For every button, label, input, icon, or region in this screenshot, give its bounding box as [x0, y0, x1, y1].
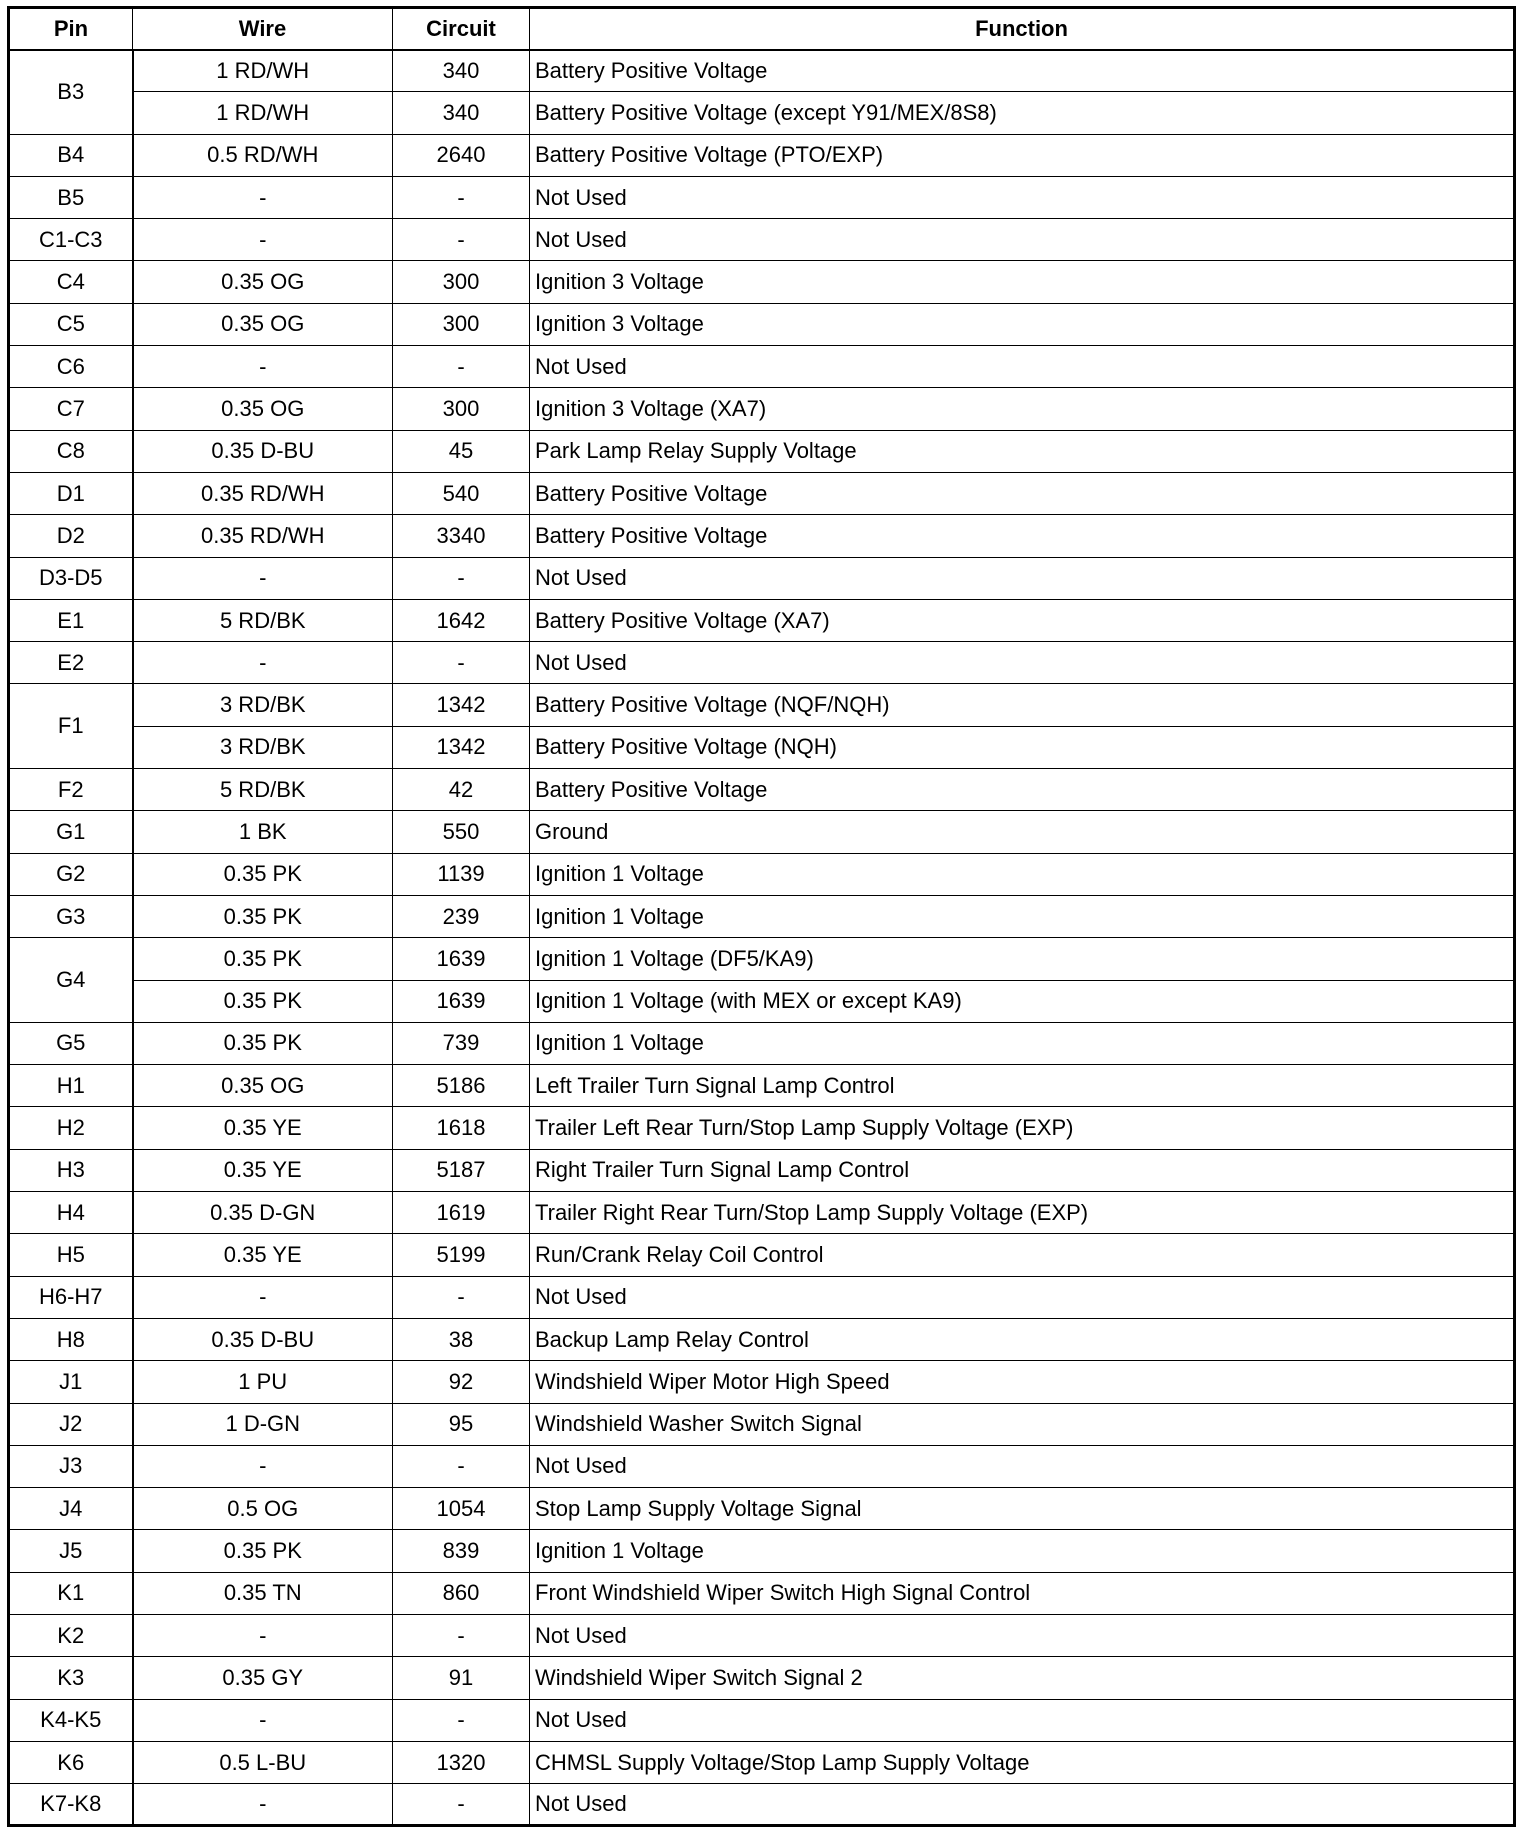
circuit-cell: -	[393, 557, 530, 599]
pin-cell: C4	[9, 261, 133, 303]
function-cell: Trailer Left Rear Turn/Stop Lamp Supply Voltage (EXP)	[530, 1107, 1515, 1149]
table-row	[9, 176, 1515, 218]
table-row	[9, 1192, 1515, 1234]
pin-cell: E1	[9, 599, 133, 641]
circuit-cell: 860	[393, 1572, 530, 1614]
pin-cell: G3	[9, 895, 133, 937]
pin-cell: K1	[9, 1572, 133, 1614]
circuit-cell: 1320	[393, 1741, 530, 1783]
wire-cell: 0.35 YE	[133, 1234, 393, 1276]
table-row	[9, 50, 1515, 92]
wire-cell: 0.35 PK	[133, 980, 393, 1022]
pin-cell: J3	[9, 1445, 133, 1487]
pin-cell: C5	[9, 303, 133, 345]
circuit-cell: 839	[393, 1530, 530, 1572]
circuit-cell: 38	[393, 1318, 530, 1360]
wire-cell: 0.35 RD/WH	[133, 472, 393, 514]
pin-cell: J2	[9, 1403, 133, 1445]
pin-cell: D3-D5	[9, 557, 133, 599]
table-row	[9, 1784, 1515, 1826]
table-row	[9, 599, 1515, 641]
circuit-cell: 300	[393, 261, 530, 303]
table-row	[9, 346, 1515, 388]
pin-cell: D1	[9, 472, 133, 514]
function-cell: Ignition 3 Voltage	[530, 303, 1515, 345]
wire-cell: 0.5 OG	[133, 1488, 393, 1530]
circuit-cell: 1342	[393, 726, 530, 768]
wire-cell: 0.35 TN	[133, 1572, 393, 1614]
table-row	[9, 1572, 1515, 1614]
table-row	[9, 1065, 1515, 1107]
wire-cell: 0.35 OG	[133, 1065, 393, 1107]
table-header	[9, 8, 1515, 50]
connector-pinout-table	[7, 6, 1516, 1827]
function-cell: Battery Positive Voltage	[530, 769, 1515, 811]
table-row	[9, 938, 1515, 980]
pin-cell: K3	[9, 1657, 133, 1699]
circuit-cell: 5199	[393, 1234, 530, 1276]
wire-cell: 0.35 PK	[133, 853, 393, 895]
table-row	[9, 472, 1515, 514]
function-cell: Battery Positive Voltage	[530, 515, 1515, 557]
function-cell: Battery Positive Voltage	[530, 50, 1515, 92]
table-row	[9, 261, 1515, 303]
pin-cell: K6	[9, 1741, 133, 1783]
function-cell: Trailer Right Rear Turn/Stop Lamp Supply Voltage (EXP)	[530, 1192, 1515, 1234]
table-row	[9, 92, 1515, 134]
table-row	[9, 1276, 1515, 1318]
circuit-cell: -	[393, 642, 530, 684]
wire-cell: -	[133, 1699, 393, 1741]
pin-cell: B3	[9, 50, 133, 135]
circuit-cell: 3340	[393, 515, 530, 557]
pin-cell: H3	[9, 1149, 133, 1191]
wire-cell: 0.35 D-BU	[133, 1318, 393, 1360]
function-cell: Not Used	[530, 1784, 1515, 1826]
circuit-cell: 1639	[393, 980, 530, 1022]
pin-cell: G1	[9, 811, 133, 853]
table-row	[9, 388, 1515, 430]
function-cell: Ignition 3 Voltage	[530, 261, 1515, 303]
circuit-cell: 1054	[393, 1488, 530, 1530]
wire-cell: 0.35 PK	[133, 938, 393, 980]
pin-cell: K7-K8	[9, 1784, 133, 1826]
circuit-cell: 340	[393, 92, 530, 134]
wire-cell: 0.35 D-BU	[133, 430, 393, 472]
circuit-cell: 1619	[393, 1192, 530, 1234]
function-cell: Ground	[530, 811, 1515, 853]
table-row	[9, 684, 1515, 726]
pin-cell: K2	[9, 1614, 133, 1656]
pin-cell: B4	[9, 134, 133, 176]
wire-cell: -	[133, 642, 393, 684]
function-cell: Battery Positive Voltage (NQH)	[530, 726, 1515, 768]
circuit-cell: -	[393, 1614, 530, 1656]
pin-cell: G4	[9, 938, 133, 1023]
function-cell: Ignition 1 Voltage (DF5/KA9)	[530, 938, 1515, 980]
function-cell: Not Used	[530, 1614, 1515, 1656]
circuit-cell: 300	[393, 303, 530, 345]
circuit-cell: 1639	[393, 938, 530, 980]
circuit-cell: 1642	[393, 599, 530, 641]
wire-cell: -	[133, 346, 393, 388]
circuit-cell: 1139	[393, 853, 530, 895]
wire-cell: -	[133, 219, 393, 261]
table-row	[9, 219, 1515, 261]
table-row	[9, 515, 1515, 557]
function-cell: Battery Positive Voltage (NQF/NQH)	[530, 684, 1515, 726]
wire-cell: 0.35 OG	[133, 388, 393, 430]
pin-cell: F1	[9, 684, 133, 769]
wire-cell: 3 RD/BK	[133, 684, 393, 726]
circuit-cell: 2640	[393, 134, 530, 176]
circuit-cell: 42	[393, 769, 530, 811]
table-row	[9, 1657, 1515, 1699]
function-cell: Not Used	[530, 219, 1515, 261]
function-cell: Left Trailer Turn Signal Lamp Control	[530, 1065, 1515, 1107]
circuit-cell: 91	[393, 1657, 530, 1699]
function-cell: Battery Positive Voltage (except Y91/MEX/8S8)	[530, 92, 1515, 134]
circuit-cell: 5186	[393, 1065, 530, 1107]
header-circuit: Circuit	[393, 8, 530, 50]
table-row	[9, 1614, 1515, 1656]
table-row	[9, 303, 1515, 345]
pin-cell: J1	[9, 1361, 133, 1403]
table-row	[9, 430, 1515, 472]
function-cell: Battery Positive Voltage (PTO/EXP)	[530, 134, 1515, 176]
function-cell: Ignition 1 Voltage (with MEX or except KA9)	[530, 980, 1515, 1022]
table-row	[9, 1699, 1515, 1741]
circuit-cell: -	[393, 1445, 530, 1487]
wire-cell: 3 RD/BK	[133, 726, 393, 768]
circuit-cell: -	[393, 1276, 530, 1318]
pin-cell: B5	[9, 176, 133, 218]
table-row	[9, 769, 1515, 811]
circuit-cell: 5187	[393, 1149, 530, 1191]
wire-cell: 0.35 OG	[133, 261, 393, 303]
function-cell: Battery Positive Voltage	[530, 472, 1515, 514]
circuit-cell: -	[393, 219, 530, 261]
function-cell: Ignition 1 Voltage	[530, 895, 1515, 937]
wire-cell: 0.35 PK	[133, 895, 393, 937]
header-pin: Pin	[9, 8, 133, 50]
pin-cell: G2	[9, 853, 133, 895]
pin-cell: C8	[9, 430, 133, 472]
circuit-cell: 1618	[393, 1107, 530, 1149]
wire-cell: 0.35 PK	[133, 1530, 393, 1572]
pin-cell: H4	[9, 1192, 133, 1234]
function-cell: Not Used	[530, 346, 1515, 388]
circuit-cell: -	[393, 1699, 530, 1741]
pin-cell: D2	[9, 515, 133, 557]
header-function: Function	[530, 8, 1515, 50]
circuit-cell: 239	[393, 895, 530, 937]
pin-cell: H6-H7	[9, 1276, 133, 1318]
function-cell: Windshield Wiper Motor High Speed	[530, 1361, 1515, 1403]
pin-cell: F2	[9, 769, 133, 811]
pin-cell: K4-K5	[9, 1699, 133, 1741]
function-cell: Not Used	[530, 176, 1515, 218]
function-cell: Battery Positive Voltage (XA7)	[530, 599, 1515, 641]
function-cell: Run/Crank Relay Coil Control	[530, 1234, 1515, 1276]
table-row	[9, 1488, 1515, 1530]
function-cell: Windshield Wiper Switch Signal 2	[530, 1657, 1515, 1699]
wire-cell: -	[133, 1276, 393, 1318]
pin-cell: G5	[9, 1022, 133, 1064]
circuit-cell: 739	[393, 1022, 530, 1064]
wire-cell: 1 RD/WH	[133, 50, 393, 92]
table-row	[9, 726, 1515, 768]
function-cell: Ignition 1 Voltage	[530, 1530, 1515, 1572]
table-row	[9, 1530, 1515, 1572]
wire-cell: 1 BK	[133, 811, 393, 853]
function-cell: Not Used	[530, 1445, 1515, 1487]
table-row	[9, 1022, 1515, 1064]
wire-cell: 1 RD/WH	[133, 92, 393, 134]
function-cell: Stop Lamp Supply Voltage Signal	[530, 1488, 1515, 1530]
function-cell: Front Windshield Wiper Switch High Signal Control	[530, 1572, 1515, 1614]
wire-cell: -	[133, 176, 393, 218]
wire-cell: 0.35 OG	[133, 303, 393, 345]
function-cell: Windshield Washer Switch Signal	[530, 1403, 1515, 1445]
table-row	[9, 134, 1515, 176]
pin-cell: J5	[9, 1530, 133, 1572]
circuit-cell: -	[393, 346, 530, 388]
function-cell: Not Used	[530, 557, 1515, 599]
circuit-cell: 45	[393, 430, 530, 472]
wire-cell: 0.35 PK	[133, 1022, 393, 1064]
pin-cell: J4	[9, 1488, 133, 1530]
table-row	[9, 1149, 1515, 1191]
function-cell: CHMSL Supply Voltage/Stop Lamp Supply Voltage	[530, 1741, 1515, 1783]
table-row	[9, 1403, 1515, 1445]
table-row	[9, 557, 1515, 599]
connector-pinout-table-container	[7, 6, 1516, 1827]
pin-cell: C1-C3	[9, 219, 133, 261]
table-row	[9, 1361, 1515, 1403]
table-row	[9, 853, 1515, 895]
table-row	[9, 642, 1515, 684]
function-cell: Ignition 1 Voltage	[530, 1022, 1515, 1064]
function-cell: Ignition 3 Voltage (XA7)	[530, 388, 1515, 430]
table-row	[9, 1318, 1515, 1360]
circuit-cell: 550	[393, 811, 530, 853]
function-cell: Right Trailer Turn Signal Lamp Control	[530, 1149, 1515, 1191]
table-row	[9, 1445, 1515, 1487]
circuit-cell: 300	[393, 388, 530, 430]
pin-cell: E2	[9, 642, 133, 684]
header-row	[9, 8, 1515, 50]
function-cell: Not Used	[530, 642, 1515, 684]
pin-cell: H1	[9, 1065, 133, 1107]
wire-cell: -	[133, 557, 393, 599]
circuit-cell: 340	[393, 50, 530, 92]
function-cell: Not Used	[530, 1699, 1515, 1741]
circuit-cell: -	[393, 1784, 530, 1826]
wire-cell: 0.35 D-GN	[133, 1192, 393, 1234]
function-cell: Not Used	[530, 1276, 1515, 1318]
table-row	[9, 1234, 1515, 1276]
wire-cell: 1 D-GN	[133, 1403, 393, 1445]
wire-cell: 0.5 L-BU	[133, 1741, 393, 1783]
table-row	[9, 895, 1515, 937]
circuit-cell: 1342	[393, 684, 530, 726]
function-cell: Park Lamp Relay Supply Voltage	[530, 430, 1515, 472]
pin-cell: H8	[9, 1318, 133, 1360]
circuit-cell: -	[393, 176, 530, 218]
pin-cell: H5	[9, 1234, 133, 1276]
table-row	[9, 1741, 1515, 1783]
table-row	[9, 1107, 1515, 1149]
pin-cell: C6	[9, 346, 133, 388]
wire-cell: -	[133, 1784, 393, 1826]
wire-cell: 0.35 GY	[133, 1657, 393, 1699]
circuit-cell: 540	[393, 472, 530, 514]
wire-cell: 1 PU	[133, 1361, 393, 1403]
wire-cell: 5 RD/BK	[133, 599, 393, 641]
wire-cell: 5 RD/BK	[133, 769, 393, 811]
header-wire: Wire	[133, 8, 393, 50]
table-row	[9, 980, 1515, 1022]
circuit-cell: 92	[393, 1361, 530, 1403]
pin-cell: C7	[9, 388, 133, 430]
table-row	[9, 811, 1515, 853]
table-body	[9, 50, 1515, 1826]
wire-cell: -	[133, 1445, 393, 1487]
wire-cell: 0.35 YE	[133, 1107, 393, 1149]
circuit-cell: 95	[393, 1403, 530, 1445]
pin-cell: H2	[9, 1107, 133, 1149]
function-cell: Ignition 1 Voltage	[530, 853, 1515, 895]
wire-cell: 0.35 YE	[133, 1149, 393, 1191]
wire-cell: 0.5 RD/WH	[133, 134, 393, 176]
wire-cell: 0.35 RD/WH	[133, 515, 393, 557]
wire-cell: -	[133, 1614, 393, 1656]
function-cell: Backup Lamp Relay Control	[530, 1318, 1515, 1360]
